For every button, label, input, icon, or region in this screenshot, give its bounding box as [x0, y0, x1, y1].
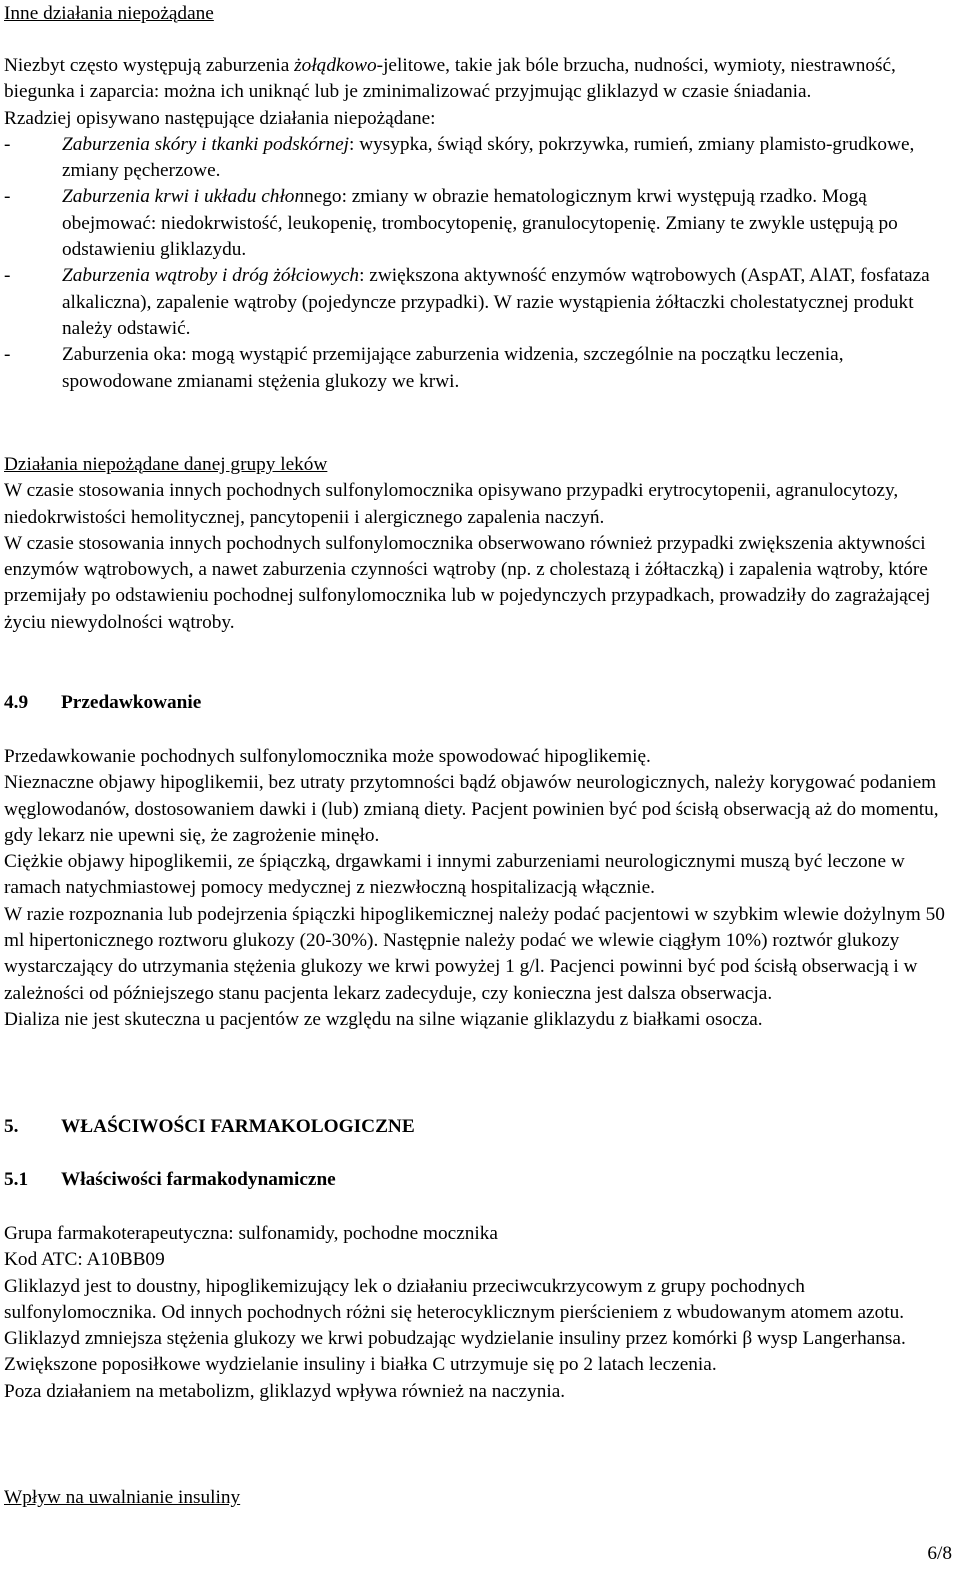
pharma-paragraph-4: Gliklazyd zmniejsza stężenia glukozy we krwi pobudzając wydzielanie insuliny przez komórki β wysp Langerhansa. Zwiększone poposiłkowe wydzielanie insuliny i białka C utrzymuje się po 2 latach leczenia.	[4, 1328, 906, 1376]
side-effects-body	[4, 53, 952, 395]
eye-bullet: - Zaburzenia oka: mogą wystąpić przemijające zaburzenia widzenia, szczególnie na początku leczenia, spowodowane zmianami stężenia glukozy we krwi.	[4, 344, 844, 392]
section-5-heading	[4, 1114, 415, 1140]
overdose-heading	[4, 690, 201, 716]
pharma-paragraph-5: Poza działaniem na metabolizm, gliklazyd wpływa również na naczynia.	[4, 1380, 566, 1402]
pharma-group: Grupa farmakoterapeutyczna: sulfonamidy, pochodne mocznika	[4, 1223, 498, 1244]
side-effects-heading: Inne działania niepożądane	[4, 3, 214, 24]
section-5-number: 5.	[4, 1116, 19, 1137]
overdose-body	[4, 744, 952, 1033]
page-number: 6/8	[927, 1543, 952, 1564]
class-effects-heading: Działania niepożądane danej grupy leków	[4, 454, 328, 475]
class-effects-section	[4, 452, 952, 636]
liver-bullet: - Zaburzenia wątroby i dróg żółciowych: zwiększona aktywność enzymów wątrobowych (AspAT, AlAT, fosfataza alkaliczna), zapalenie wątroby (pojedyncze przypadki). W razie wystąpienia żółtaczki cholestatycznej produkt należy odstawić.	[4, 265, 930, 339]
class-effects-paragraph-2: W czasie stosowania innych pochodnych sulfonylomocznika obserwowano również przypadki zwiększenia aktywności enzymów wątrobowych, a nawet zaburzenia czynności wątroby (np. z cholestazą i żółtaczką) i zapalenia wątroby, które przemijały po odstawieniu pochodnej sulfonylomocznika lub w pojedynczych przypadkach, prowadziły do zagrażającej życiu niewydolności wątroby.	[4, 532, 931, 633]
overdose-paragraph-5: Dializa nie jest skuteczna u pacjentów ze względu na silne wiązanie gliklazydu z białkami osocza.	[4, 1008, 763, 1030]
section-5-1-heading	[4, 1167, 336, 1193]
class-effects-paragraph-1: W czasie stosowania innych pochodnych sulfonylomocznika opisywano przypadki erytrocytopenii, agranulocytozy, niedokrwistości hemolitycznej, pancytopenii i alergicznego zapalenia naczyń.	[4, 480, 899, 528]
pharmacodynamics-body	[4, 1221, 952, 1405]
atc-code: Kod ATC: A10BB09	[4, 1249, 165, 1271]
overdose-title: Przedawkowanie	[61, 692, 202, 713]
overdose-number: 4.9	[4, 692, 29, 713]
overdose-paragraph-1: Przedawkowanie pochodnych sulfonylomocznika może spowodować hipoglikemię.	[4, 746, 651, 767]
blood-bullet: - Zaburzenia krwi i układu chłonnego: zmiany w obrazie hematologicznym krwi występują rzadko. Mogą obejmować: niedokrwistość, leukopenię, trombocytopenię, granulocytopenię. Zmiany te zwykle ustępują po odstawieniu gliklazydu.	[4, 186, 898, 261]
insulin-section	[4, 1485, 952, 1511]
section-5-1-title: Właściwości farmakodynamiczne	[61, 1169, 336, 1190]
intro-paragraph: Niezbyt często występują zaburzenia żołądkowo-jelitowe, takie jak bóle brzucha, nudności, wymioty, niestrawność, biegunka i zaparcia: można ich uniknąć lub je zminimalizować przyjmując gliklazyd w czasie śniadania.	[4, 55, 896, 103]
overdose-paragraph-4: W razie rozpoznania lub podejrzenia śpiączki hipoglikemicznej należy podać pacjentowi w szybkim wlewie dożylnym 50 ml hipertonicznego roztworu glukozy (20-30%). Następnie należy podać we wlewie ciągłym 10%) roztwór glukozy wystarczający do utrzymania stężenia glukozy we krwi powyżej 1 g/l. Pacjenci powinni być pod ścisłą obserwacją i w zależności od późniejszego stanu pacjenta lekarz zadecyduje, czy konieczna jest dalsza obserwacja.	[4, 903, 945, 1004]
rarely-paragraph: Rzadziej opisywano następujące działania niepożądane:	[4, 107, 436, 129]
overdose-paragraph-2: Nieznaczne objawy hipoglikemii, bez utraty przytomności bądź objawów neurologicznych, należy korygować podaniem węglowodanów, dostosowaniem dawki i (lub) zmianą diety. Pacjent powinien być pod ścisłą obserwacją aż do momentu, gdy lekarz nie upewni się, że zagrożenie minęło.	[4, 772, 939, 846]
skin-bullet: - Zaburzenia skóry i tkanki podskórnej: wysypka, świąd skóry, pokrzywka, rumień, zmiany plamisto-grudkowe, zmiany pęcherzowe.	[4, 133, 915, 182]
side-effects-section	[4, 1, 952, 27]
section-5-1-number: 5.1	[4, 1169, 29, 1190]
insulin-heading: Wpływ na uwalnianie insuliny	[4, 1487, 241, 1508]
section-5-title: WŁAŚCIWOŚCI FARMAKOLOGICZNE	[61, 1116, 415, 1137]
overdose-paragraph-3: Ciężkie objawy hipoglikemii, ze śpiączką, drgawkami i innymi zaburzeniami neurologicznymi muszą być leczone w ramach natychmiastowej pomocy medycznej z niezwłoczną hospitalizacją włącznie.	[4, 851, 905, 899]
pharma-paragraph-3: Gliklazyd jest to doustny, hipoglikemizujący lek o działaniu przeciwcukrzycowym z grupy pochodnych sulfonylomocznika. Od innych pochodnych różni się heterocyklicznym pierścieniem z wbudowanym atomem azotu.	[4, 1275, 905, 1323]
